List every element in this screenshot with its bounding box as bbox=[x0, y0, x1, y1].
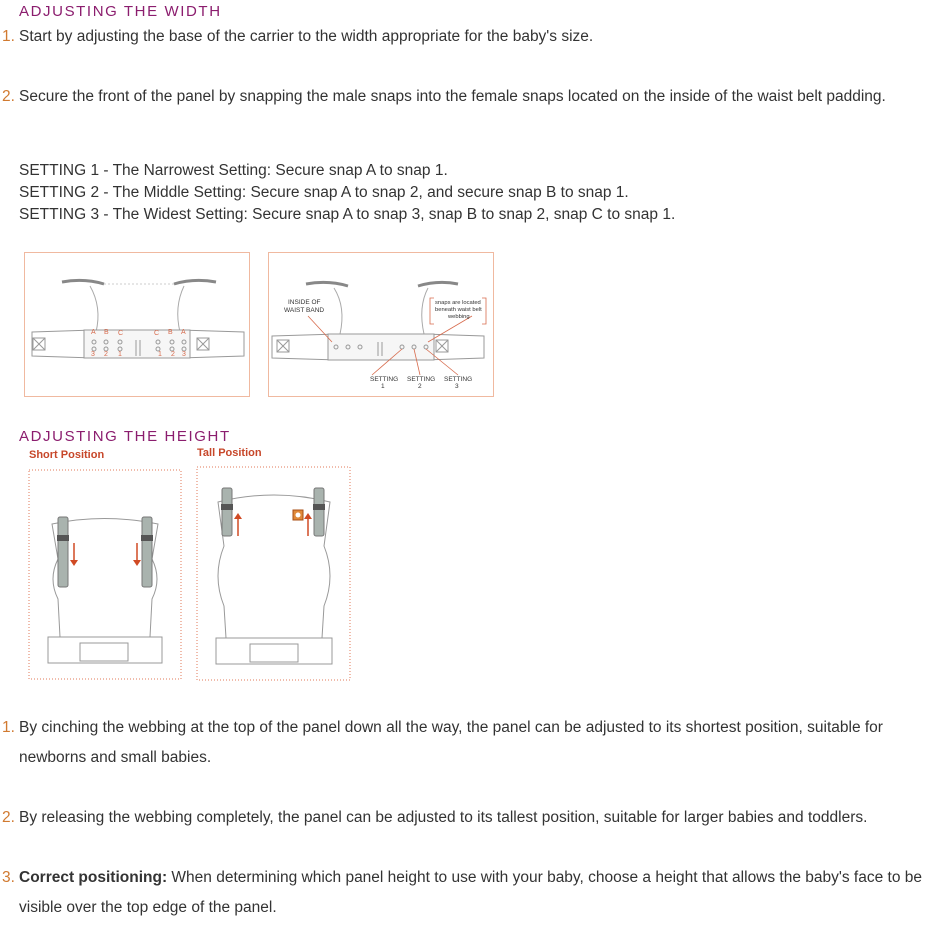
snap-letter: A bbox=[91, 329, 96, 336]
step-body: When determining which panel height to use with your baby, choose a height that allows the baby's face to be visible over the top edge of the panel. bbox=[19, 869, 922, 916]
step-number: 2. bbox=[2, 88, 15, 105]
snap-number: 1 bbox=[118, 351, 122, 358]
snap-number: 2 bbox=[104, 351, 108, 358]
setting-label: SETTING bbox=[444, 376, 473, 383]
step-number: 2. bbox=[2, 809, 15, 826]
snap-number: 2 bbox=[171, 351, 175, 358]
step-number: 3. bbox=[2, 869, 15, 886]
short-position-caption: Short Position bbox=[29, 449, 105, 461]
step-text: Secure the front of the panel by snapping the male snaps into the female snaps located on the inside of the waist belt padding. bbox=[19, 88, 886, 105]
setting-3: SETTING 3 - The Widest Setting: Secure snap A to snap 3, snap B to snap 2, snap C to snap 1. bbox=[19, 206, 676, 223]
snap-number: 3 bbox=[182, 351, 186, 358]
tall-position-figure bbox=[196, 466, 352, 682]
step-text bbox=[19, 863, 925, 923]
snaps-note: snaps are located bbox=[435, 300, 481, 306]
snap-letter: C bbox=[154, 330, 160, 337]
height-heading: ADJUSTING THE HEIGHT bbox=[19, 428, 231, 445]
step-bold-lead: Correct positioning: bbox=[19, 869, 168, 886]
height-step-3 bbox=[0, 863, 925, 923]
setting-label: SETTING bbox=[407, 376, 436, 383]
tall-position-caption: Tall Position bbox=[197, 447, 262, 459]
snap-number: 1 bbox=[158, 351, 162, 358]
step-text: Start by adjusting the base of the carrier to the width appropriate for the baby's size. bbox=[19, 28, 594, 45]
step-text: By releasing the webbing completely, the panel can be adjusted to its tallest position, suitable for larger babies and toddlers. bbox=[19, 809, 868, 826]
step-number: 1. bbox=[2, 28, 15, 45]
short-position-figure bbox=[28, 469, 183, 681]
setting-1: SETTING 1 - The Narrowest Setting: Secure snap A to snap 1. bbox=[19, 162, 448, 179]
settings-list bbox=[19, 160, 675, 226]
setting-label: 2 bbox=[418, 383, 422, 390]
width-step-2 bbox=[0, 82, 886, 112]
snap-letter: B bbox=[168, 329, 173, 336]
waist-belt-snaps-figure bbox=[24, 252, 250, 398]
width-step-1 bbox=[0, 22, 593, 52]
snap-letter: B bbox=[104, 329, 109, 336]
snaps-note: beneath waist belt bbox=[435, 307, 482, 313]
snap-letter: A bbox=[181, 329, 186, 336]
inside-label: INSIDE OF bbox=[288, 299, 321, 306]
height-step-1 bbox=[0, 713, 910, 773]
setting-label: SETTING bbox=[370, 376, 399, 383]
snaps-note: webbing bbox=[448, 314, 470, 320]
step-number: 1. bbox=[2, 719, 15, 736]
step-text: By cinching the webbing at the top of the panel down all the way, the panel can be adjusted to its shortest position, suitable for newborns and small babies. bbox=[19, 719, 883, 766]
inside-label: WAIST BAND bbox=[284, 307, 325, 314]
width-heading: ADJUSTING THE WIDTH bbox=[19, 3, 222, 20]
setting-label: 3 bbox=[455, 383, 459, 390]
waist-band-inside-figure bbox=[268, 252, 494, 398]
snap-number: 3 bbox=[91, 351, 95, 358]
setting-label: 1 bbox=[381, 383, 385, 390]
setting-2: SETTING 2 - The Middle Setting: Secure snap A to snap 2, and secure snap B to snap 1. bbox=[19, 184, 629, 201]
snap-letter: C bbox=[118, 330, 124, 337]
height-step-2 bbox=[0, 803, 867, 833]
